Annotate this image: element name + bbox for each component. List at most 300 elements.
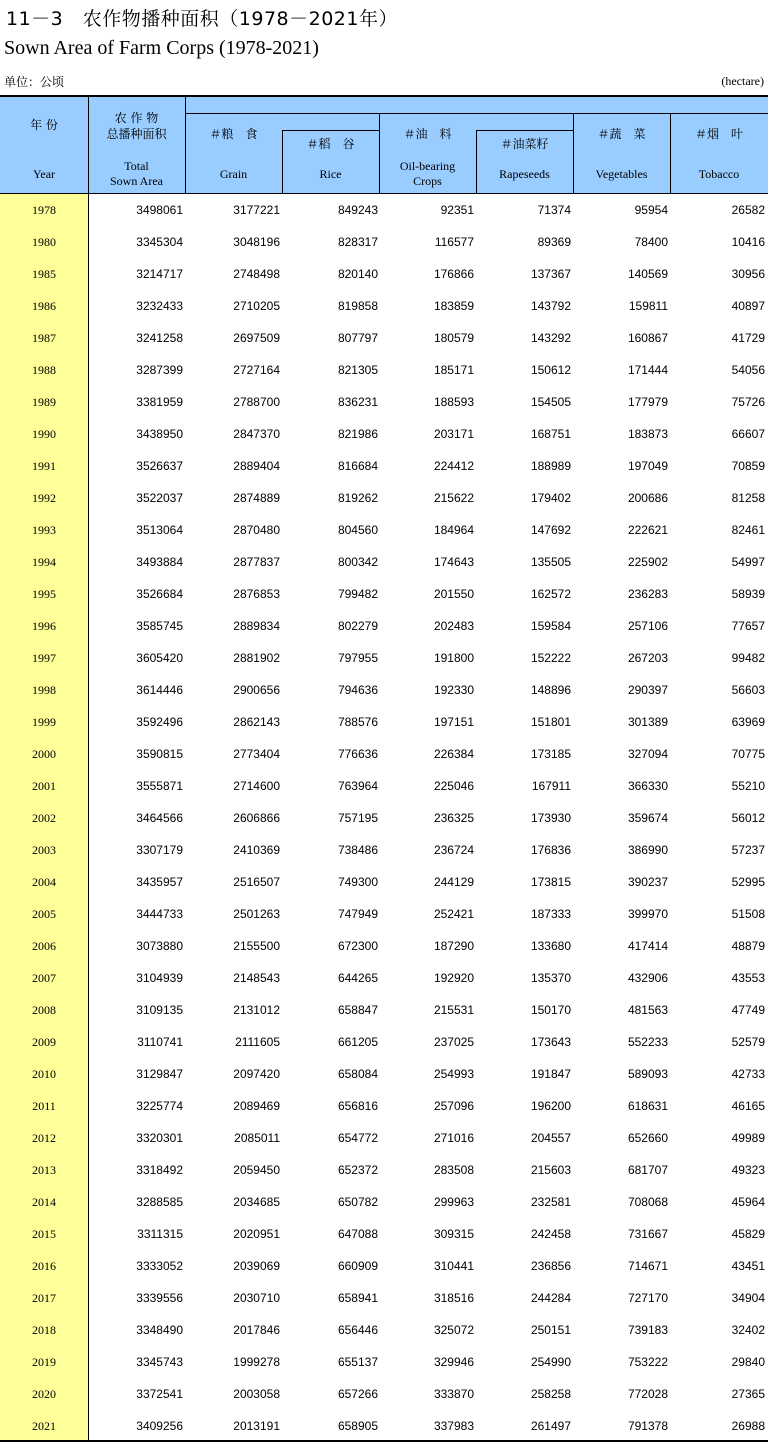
- total-sown-area-cell: 3311315: [137, 1227, 183, 1241]
- rice-cell: 657266: [337, 1387, 378, 1401]
- rice-cell: 652372: [337, 1163, 378, 1177]
- header-tobacco-cn: ＃烟 叶: [694, 127, 743, 141]
- tobacco-cell: 55210: [731, 779, 765, 793]
- total-sown-area-cell: 3409256: [136, 1419, 183, 1433]
- tobacco-cell: 57237: [731, 843, 765, 857]
- total-sown-area-cell: 3522037: [136, 491, 183, 505]
- vegetables-cell: 236283: [627, 587, 668, 601]
- rice-cell: 738486: [337, 843, 378, 857]
- rice-subheader-divider: [282, 130, 380, 131]
- oil-bearing-crops-cell: 237025: [433, 1035, 474, 1049]
- header-rice-cn: ＃稻 谷: [306, 137, 355, 151]
- table-row: [0, 866, 768, 898]
- rice-cell: 828317: [337, 235, 378, 249]
- total-sown-area-cell: 3109135: [136, 1003, 183, 1017]
- tobacco-cell: 54056: [731, 363, 765, 377]
- table-row: [0, 226, 768, 258]
- vegetables-cell: 222621: [627, 523, 668, 537]
- total-sown-area-cell: 3288585: [136, 1195, 183, 1209]
- vegetables-cell: 791378: [627, 1419, 668, 1433]
- vegetables-cell: 681707: [627, 1163, 668, 1177]
- oil-bearing-crops-cell: 329946: [433, 1355, 474, 1369]
- tobacco-cell: 66607: [731, 427, 765, 441]
- year-cell: 2014: [32, 1195, 56, 1209]
- total-sown-area-cell: 3339556: [136, 1291, 183, 1305]
- total-sown-area-cell: 3435957: [136, 875, 183, 889]
- year-cell: 2020: [32, 1387, 56, 1401]
- rice-cell: 802279: [337, 619, 378, 633]
- vegetables-cell: 432906: [627, 971, 668, 985]
- header-year-en: Year: [32, 167, 56, 181]
- rice-cell: 794636: [337, 683, 378, 697]
- year-cell: 1993: [32, 523, 56, 537]
- year-cell: 1991: [32, 459, 56, 473]
- year-cell: 2007: [32, 971, 56, 985]
- oil-bearing-crops-cell: 226384: [433, 747, 474, 761]
- rice-cell: 820140: [337, 267, 378, 281]
- rapeseeds-cell: 179402: [530, 491, 571, 505]
- rice-cell: 776636: [337, 747, 378, 761]
- rice-cell: 788576: [337, 715, 378, 729]
- total-sown-area-cell: 3614446: [136, 683, 183, 697]
- vegetables-cell: 481563: [627, 1003, 668, 1017]
- rapeseeds-cell: 168751: [530, 427, 571, 441]
- grain-cell: 2003058: [233, 1387, 280, 1401]
- grain-cell: 1999278: [233, 1355, 280, 1369]
- vegetables-cell: 652660: [627, 1131, 668, 1145]
- oil-bearing-crops-cell: 183859: [433, 299, 474, 313]
- grain-cell: 2085011: [234, 1131, 280, 1145]
- vegetables-cell: 140569: [627, 267, 668, 281]
- rapeseeds-cell: 242458: [530, 1227, 571, 1241]
- oil-bearing-crops-cell: 197151: [433, 715, 474, 729]
- header-rapeseed-en: Rapeseeds: [499, 167, 550, 181]
- rapeseeds-cell: 261497: [530, 1419, 571, 1433]
- table-row: [0, 482, 768, 514]
- rice-cell: 819262: [337, 491, 378, 505]
- tobacco-cell: 51508: [731, 907, 765, 921]
- oil-bearing-crops-cell: 224412: [433, 459, 474, 473]
- oil-bearing-crops-cell: 271016: [433, 1131, 474, 1145]
- grain-cell: 2516507: [233, 875, 280, 889]
- vegetables-cell: 171444: [627, 363, 668, 377]
- year-cell: 1994: [32, 555, 56, 569]
- rice-cell: 836231: [337, 395, 378, 409]
- oil-bearing-crops-cell: 236724: [433, 843, 474, 857]
- rapeseeds-cell: 162572: [530, 587, 571, 601]
- table-row: [0, 258, 768, 290]
- grain-cell: 2111605: [235, 1035, 280, 1049]
- rapeseeds-cell: 188989: [530, 459, 571, 473]
- total-sown-area-cell: 3110741: [137, 1035, 183, 1049]
- rapeseeds-cell: 204557: [530, 1131, 571, 1145]
- table-row: [0, 386, 768, 418]
- oil-bearing-crops-cell: 185171: [433, 363, 474, 377]
- table-row: [0, 962, 768, 994]
- year-cell: 1985: [32, 267, 56, 281]
- rapeseeds-cell: 236856: [530, 1259, 571, 1273]
- grain-cell: 2900656: [233, 683, 280, 697]
- header-vegetables-en: Vegetables: [595, 167, 648, 181]
- tobacco-cell: 54997: [731, 555, 765, 569]
- table-row: [0, 1026, 768, 1058]
- vegetables-cell: 386990: [627, 843, 668, 857]
- table-row: [0, 994, 768, 1026]
- oil-bearing-crops-cell: 92351: [440, 203, 474, 217]
- total-sown-area-cell: 3225774: [136, 1099, 183, 1113]
- rice-cell: 647088: [337, 1227, 378, 1241]
- table-header: [0, 97, 768, 193]
- oil-bearing-crops-cell: 180579: [433, 331, 474, 345]
- rapeseeds-cell: 154505: [530, 395, 571, 409]
- grain-cell: 2727164: [233, 363, 280, 377]
- tobacco-cell: 42733: [731, 1067, 765, 1081]
- grain-cell: 2773404: [233, 747, 280, 761]
- rapeseeds-cell: 196200: [530, 1099, 571, 1113]
- table-row: [0, 1282, 768, 1314]
- year-cell: 1996: [32, 619, 56, 633]
- total-sown-area-cell: 3526637: [136, 459, 183, 473]
- tobacco-cell: 29840: [731, 1355, 765, 1369]
- rapeseeds-cell: 137367: [530, 267, 571, 281]
- rice-cell: 661205: [337, 1035, 378, 1049]
- table-top-rule: [0, 95, 768, 97]
- oil-bearing-crops-cell: 299963: [433, 1195, 474, 1209]
- rice-cell: 672300: [337, 939, 378, 953]
- tobacco-cell: 48879: [731, 939, 765, 953]
- total-sown-area-cell: 3513064: [136, 523, 183, 537]
- total-sown-area-cell: 3104939: [136, 971, 183, 985]
- year-cell: 1986: [32, 299, 56, 313]
- total-sown-area-cell: 3214717: [136, 267, 183, 281]
- total-sown-area-cell: 3318492: [136, 1163, 183, 1177]
- tobacco-cell: 77657: [731, 619, 765, 633]
- oil-bearing-crops-cell: 188593: [433, 395, 474, 409]
- table-row: [0, 770, 768, 802]
- vegetables-cell: 714671: [627, 1259, 668, 1273]
- grain-cell: 2606866: [233, 811, 280, 825]
- oil-bearing-crops-cell: 337983: [433, 1419, 474, 1433]
- tobacco-cell: 26988: [731, 1419, 765, 1433]
- year-cell: 1980: [32, 235, 56, 249]
- rice-cell: 821986: [337, 427, 378, 441]
- tobacco-cell: 27365: [731, 1387, 765, 1401]
- tobacco-cell: 34904: [731, 1291, 765, 1305]
- total-sown-area-cell: 3345743: [136, 1355, 183, 1369]
- vegetables-cell: 359674: [627, 811, 668, 825]
- total-sown-area-cell: 3444733: [136, 907, 183, 921]
- table-row: [0, 930, 768, 962]
- table-row: [0, 578, 768, 610]
- table-row: [0, 1090, 768, 1122]
- rice-cell: 804560: [337, 523, 378, 537]
- table-row: [0, 514, 768, 546]
- table-row: [0, 450, 768, 482]
- grain-cell: 2697509: [233, 331, 280, 345]
- vegetables-cell: 731667: [627, 1227, 668, 1241]
- rapeseeds-cell: 244284: [530, 1291, 571, 1305]
- oil-bearing-crops-cell: 318516: [433, 1291, 474, 1305]
- rapeseeds-cell: 133680: [530, 939, 571, 953]
- header-total-cn-1: 农 作 物: [114, 111, 159, 125]
- total-sown-area-cell: 3493884: [136, 555, 183, 569]
- total-sown-area-cell: 3555871: [136, 779, 183, 793]
- header-total-en-2: Sown Area: [110, 174, 163, 188]
- vegetables-cell: 95954: [634, 203, 668, 217]
- vegetables-cell: 399970: [627, 907, 668, 921]
- total-sown-area-cell: 3345304: [136, 235, 183, 249]
- tobacco-cell: 49323: [731, 1163, 765, 1177]
- table-body: [0, 194, 768, 1442]
- rapeseeds-cell: 147692: [530, 523, 571, 537]
- oil-bearing-crops-cell: 225046: [433, 779, 474, 793]
- year-cell: 2008: [32, 1003, 56, 1017]
- rapeseeds-cell: 232581: [530, 1195, 571, 1209]
- total-sown-area-cell: 3498061: [136, 203, 183, 217]
- grain-cell: 2501263: [233, 907, 280, 921]
- header-year-cn: 年 份: [30, 118, 58, 132]
- tobacco-cell: 43553: [731, 971, 765, 985]
- oil-bearing-crops-cell: 236325: [433, 811, 474, 825]
- rapeseeds-cell: 187333: [530, 907, 571, 921]
- rice-cell: 658941: [337, 1291, 378, 1305]
- rapeseeds-cell: 167911: [531, 779, 571, 793]
- rapeseeds-cell: 135370: [530, 971, 571, 985]
- total-sown-area-cell: 3287399: [136, 363, 183, 377]
- year-cell: 2016: [32, 1259, 56, 1273]
- oil-bearing-crops-cell: 116577: [434, 235, 474, 249]
- rice-cell: 797955: [337, 651, 378, 665]
- year-cell: 2003: [32, 843, 56, 857]
- vegetables-cell: 552233: [627, 1035, 668, 1049]
- table-row: [0, 1410, 768, 1442]
- rapeseeds-cell: 71374: [537, 203, 571, 217]
- grain-cell: 2013191: [233, 1419, 280, 1433]
- year-cell: 2012: [32, 1131, 56, 1145]
- table-row: [0, 674, 768, 706]
- vegetables-cell: 225902: [627, 555, 668, 569]
- year-cell: 1989: [32, 395, 56, 409]
- tobacco-cell: 30956: [731, 267, 765, 281]
- rapeseeds-cell: 254990: [530, 1355, 571, 1369]
- rice-cell: 763964: [337, 779, 378, 793]
- rapeseeds-cell: 143792: [530, 299, 571, 313]
- grain-cell: 2148543: [233, 971, 280, 985]
- year-cell: 1990: [32, 427, 56, 441]
- oil-bearing-crops-cell: 283508: [433, 1163, 474, 1177]
- table-row: [0, 642, 768, 674]
- rice-cell: 807797: [337, 331, 378, 345]
- year-cell: 2009: [32, 1035, 56, 1049]
- rice-cell: 658084: [337, 1067, 378, 1081]
- rice-cell: 747949: [337, 907, 378, 921]
- oil-bearing-crops-cell: 310441: [433, 1259, 474, 1273]
- rice-cell: 660909: [337, 1259, 378, 1273]
- rice-cell: 799482: [337, 587, 378, 601]
- table-row: [0, 1186, 768, 1218]
- header-oil-cn: ＃油 料: [403, 127, 452, 141]
- rapeseeds-cell: 173643: [530, 1035, 571, 1049]
- table-row: [0, 418, 768, 450]
- grain-cell: 2097420: [233, 1067, 280, 1081]
- header-oil-en-1: Oil-bearing: [399, 159, 456, 173]
- header-tobacco-en: Tobacco: [698, 167, 740, 181]
- year-cell: 1997: [32, 651, 56, 665]
- tobacco-cell: 46165: [731, 1099, 765, 1113]
- table-row: [0, 706, 768, 738]
- oil-bearing-crops-cell: 174643: [433, 555, 474, 569]
- vegetables-cell: 257106: [627, 619, 668, 633]
- total-sown-area-cell: 3381959: [136, 395, 183, 409]
- rapeseeds-cell: 151801: [530, 715, 571, 729]
- tobacco-cell: 58939: [731, 587, 765, 601]
- vegetables-cell: 177979: [627, 395, 668, 409]
- table-row: [0, 1378, 768, 1410]
- tobacco-cell: 82461: [731, 523, 765, 537]
- table-title-english: Sown Area of Farm Corps (1978-2021): [4, 37, 319, 59]
- year-cell: 2006: [32, 939, 56, 953]
- grain-cell: 2710205: [233, 299, 280, 313]
- header-rapeseed-cn: ＃油菜籽: [500, 137, 549, 151]
- tobacco-cell: 75726: [731, 395, 765, 409]
- grain-cell: 2089469: [233, 1099, 280, 1113]
- oil-bearing-crops-cell: 215622: [433, 491, 474, 505]
- oil-bearing-crops-cell: 201550: [433, 587, 474, 601]
- year-cell: 2018: [32, 1323, 56, 1337]
- header-grain-cn: ＃粮 食: [209, 127, 258, 141]
- oil-bearing-crops-cell: 215531: [433, 1003, 474, 1017]
- tobacco-cell: 49989: [731, 1131, 765, 1145]
- rapeseed-subheader-divider: [476, 130, 574, 131]
- year-cell: 1978: [32, 203, 56, 217]
- tobacco-cell: 52995: [731, 875, 765, 889]
- grain-cell: 2870480: [233, 523, 280, 537]
- grain-cell: 2030710: [233, 1291, 280, 1305]
- vegetables-cell: 183873: [627, 427, 668, 441]
- total-sown-area-cell: 3129847: [136, 1067, 183, 1081]
- oil-bearing-crops-cell: 254993: [433, 1067, 474, 1081]
- oil-bearing-crops-cell: 187290: [433, 939, 474, 953]
- grain-cell: 2714600: [233, 779, 280, 793]
- year-cell: 1987: [32, 331, 56, 345]
- total-sown-area-cell: 3372541: [136, 1387, 183, 1401]
- tobacco-cell: 56603: [731, 683, 765, 697]
- rapeseeds-cell: 152222: [530, 651, 571, 665]
- oil-bearing-crops-cell: 333870: [433, 1387, 474, 1401]
- rice-cell: 644265: [337, 971, 378, 985]
- header-total-cn-2: 总播种面积: [106, 127, 167, 141]
- rice-cell: 816684: [337, 459, 378, 473]
- table-row: [0, 1154, 768, 1186]
- year-cell: 2015: [32, 1227, 56, 1241]
- tobacco-cell: 43451: [731, 1259, 765, 1273]
- oil-bearing-crops-cell: 176866: [433, 267, 474, 281]
- year-cell: 2005: [32, 907, 56, 921]
- year-cell: 1998: [32, 683, 56, 697]
- oil-bearing-crops-cell: 192330: [433, 683, 474, 697]
- unit-label-english: (hectare): [721, 74, 764, 88]
- vegetables-cell: 366330: [627, 779, 668, 793]
- table-row: [0, 322, 768, 354]
- grain-cell: 2889404: [233, 459, 280, 473]
- year-cell: 2002: [32, 811, 56, 825]
- tobacco-cell: 70775: [731, 747, 765, 761]
- grain-cell: 2748498: [233, 267, 280, 281]
- table-row: [0, 738, 768, 770]
- rapeseeds-cell: 89369: [537, 235, 571, 249]
- total-sown-area-cell: 3592496: [136, 715, 183, 729]
- header-oil-en-2: Crops: [413, 174, 442, 188]
- grain-cell: 2034685: [233, 1195, 280, 1209]
- tobacco-cell: 81258: [731, 491, 765, 505]
- rapeseeds-cell: 173930: [530, 811, 571, 825]
- grain-cell: 2020951: [233, 1227, 280, 1241]
- grain-cell: 2059450: [233, 1163, 280, 1177]
- tobacco-cell: 99482: [731, 651, 765, 665]
- tobacco-cell: 70859: [731, 459, 765, 473]
- rice-cell: 757195: [337, 811, 378, 825]
- table-row: [0, 1314, 768, 1346]
- tobacco-cell: 10416: [731, 235, 765, 249]
- grain-cell: 2876853: [233, 587, 280, 601]
- vegetables-cell: 417414: [627, 939, 668, 953]
- vegetables-cell: 753222: [627, 1355, 668, 1369]
- tobacco-cell: 47749: [731, 1003, 765, 1017]
- vegetables-cell: 727170: [627, 1291, 668, 1305]
- vegetables-cell: 197049: [627, 459, 668, 473]
- total-sown-area-cell: 3526684: [136, 587, 183, 601]
- year-cell: 1999: [32, 715, 56, 729]
- grain-cell: 2017846: [233, 1323, 280, 1337]
- grain-cell: 3177221: [233, 203, 280, 217]
- vegetables-cell: 160867: [627, 331, 668, 345]
- vegetables-cell: 290397: [627, 683, 668, 697]
- header-vegetables-cn: ＃蔬 菜: [597, 127, 646, 141]
- tobacco-cell: 52579: [731, 1035, 765, 1049]
- vegetables-cell: 159811: [628, 299, 668, 313]
- table-row: [0, 1122, 768, 1154]
- grain-cell: 2877837: [233, 555, 280, 569]
- table-row: [0, 834, 768, 866]
- oil-bearing-crops-cell: 184964: [433, 523, 474, 537]
- table-row: [0, 354, 768, 386]
- vegetables-cell: 772028: [627, 1387, 668, 1401]
- year-cell: 2021: [32, 1419, 56, 1433]
- grain-cell: 2862143: [233, 715, 280, 729]
- table-row: [0, 898, 768, 930]
- tobacco-cell: 45964: [731, 1195, 765, 1209]
- rice-cell: 849243: [337, 203, 378, 217]
- oil-bearing-crops-cell: 325072: [433, 1323, 474, 1337]
- total-sown-area-cell: 3464566: [136, 811, 183, 825]
- rapeseeds-cell: 191847: [530, 1067, 571, 1081]
- unit-label-chinese: 单位：公顷: [4, 75, 65, 89]
- tobacco-cell: 40897: [731, 299, 765, 313]
- rapeseeds-cell: 250151: [530, 1323, 571, 1337]
- total-sown-area-cell: 3073880: [136, 939, 183, 953]
- oil-bearing-crops-cell: 192920: [433, 971, 474, 985]
- year-cell: 2017: [32, 1291, 56, 1305]
- total-sown-area-cell: 3307179: [136, 843, 183, 857]
- vegetables-cell: 618631: [627, 1099, 668, 1113]
- rice-cell: 656816: [337, 1099, 378, 1113]
- header-total-en-1: Total: [124, 159, 149, 173]
- rapeseeds-cell: 148896: [530, 683, 571, 697]
- rapeseeds-cell: 150170: [530, 1003, 571, 1017]
- table-row: [0, 194, 768, 226]
- rice-cell: 749300: [337, 875, 378, 889]
- header-rice-en: Rice: [319, 167, 342, 181]
